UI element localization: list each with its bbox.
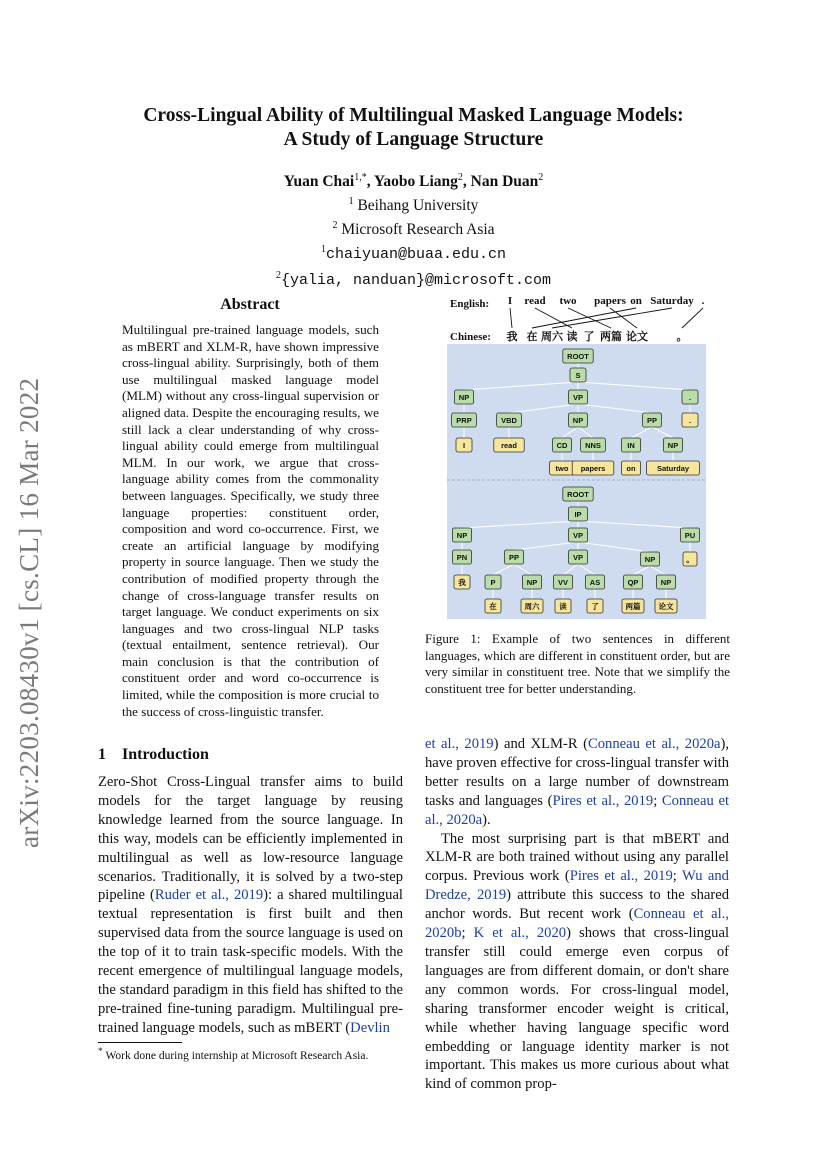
citation-link[interactable]: Ruder et al., 2019 bbox=[154, 887, 264, 904]
tree-node-label: papers bbox=[580, 463, 606, 473]
tree-node-label: PRP bbox=[456, 415, 472, 425]
paper-title bbox=[60, 104, 767, 152]
tree-node bbox=[454, 390, 473, 404]
tree-node bbox=[680, 528, 699, 542]
tree-node bbox=[485, 575, 501, 589]
tree-node-label: QP bbox=[627, 577, 639, 587]
alignment-line bbox=[552, 308, 672, 328]
intro-left-column bbox=[98, 773, 403, 1038]
tree-node-label: CD bbox=[556, 440, 568, 450]
author-3-sup: 2 bbox=[538, 172, 544, 183]
english-word: Saturday bbox=[650, 295, 694, 307]
affil-2-text: Microsoft Research Asia bbox=[337, 221, 495, 239]
figure-1 bbox=[440, 286, 730, 622]
tree-node-label: . bbox=[688, 392, 692, 402]
tree-node bbox=[452, 550, 471, 564]
english-word: two bbox=[559, 295, 577, 307]
tree-node-label: AS bbox=[589, 577, 601, 587]
email-2-text: {yalia, nanduan}@microsoft.com bbox=[280, 271, 552, 289]
tree-node-label: I bbox=[462, 440, 466, 450]
tree-node-label: 。 bbox=[686, 554, 694, 564]
tree-node-label: PP bbox=[646, 415, 658, 425]
english-word: read bbox=[524, 295, 546, 307]
abstract-text: Multilingual pre-trained language models, such as mBERT and XLM-R, have shown impressive cross-lingual ability. Surprisingly, both of them use multilingual masked language model (MLM) without any cross-lingual supervision or aligned data. Despite the encouraging results, we still lack a clear understanding of why cross-lingual ability could emerge from multilingual MLM. In our work, we argue that cross-language ability comes from the commonality between languages. Specifically, we study three language properties: constituent order, composition and word co-occurrence. First, we create an artificial language by modifying property in source language. Then we study the contribution of modified property through the change of cross-language transfer results on target language. We conduct experiments on six languages and two cross-lingual NLP tasks (textual entailment, sentence retrieval). Our main conclusion is that the contribution of constituent order and word co-occurrence is limited, while the composition is more crucial to the success of cross-linguistic transfer. bbox=[122, 322, 379, 719]
author-1-sup: 1,* bbox=[354, 172, 367, 183]
email-1-sup: 1 bbox=[320, 244, 326, 256]
tree-node-label: ROOT bbox=[567, 351, 589, 361]
tree-node-label: P bbox=[490, 577, 496, 587]
tree-node-label: NP bbox=[458, 392, 470, 402]
text-run: ) attribute this success to the shared anchor words. But recent work ( bbox=[425, 887, 729, 923]
citation-link[interactable]: Pires et al., 2019 bbox=[569, 868, 673, 885]
author-2: Yaobo Liang bbox=[373, 173, 458, 191]
tree-node bbox=[682, 390, 698, 404]
tree-node-label: 了 bbox=[591, 601, 599, 611]
alignment-line bbox=[532, 308, 636, 328]
citation-link[interactable]: Wu and Dredze, 2019 bbox=[425, 868, 729, 904]
author-block bbox=[60, 168, 767, 291]
chinese-word: 读 bbox=[566, 331, 578, 343]
tree-node bbox=[622, 599, 644, 613]
tree-node bbox=[452, 528, 471, 542]
title-line-2: A Study of Language Structure bbox=[283, 129, 544, 150]
tree-node bbox=[504, 550, 523, 564]
author-sep: , bbox=[366, 173, 374, 191]
tree-node bbox=[587, 599, 603, 613]
tree-node bbox=[682, 413, 698, 427]
tree-node bbox=[454, 575, 470, 589]
citation-link[interactable]: Conneau et al., 2020a bbox=[588, 736, 721, 752]
section-number: 1 bbox=[98, 746, 106, 763]
arxiv-sidebar-id: arXiv:2203.08430v1 [cs.CL] 16 Mar 2022 bbox=[14, 377, 44, 848]
tree-node-label: NP bbox=[456, 530, 468, 540]
intro-paragraph-1 bbox=[98, 773, 403, 1038]
tree-node-label: ROOT bbox=[567, 489, 589, 499]
tree-node-label: 在 bbox=[489, 601, 497, 611]
text-run: ; bbox=[461, 925, 474, 942]
text-run: ; bbox=[653, 792, 662, 809]
english-word: on bbox=[630, 295, 642, 307]
tree-node-label: VBD bbox=[501, 415, 517, 425]
footnote bbox=[98, 1045, 403, 1063]
tree-node-label: 两篇 bbox=[625, 601, 641, 611]
text-run: ; bbox=[672, 868, 682, 885]
tree-node-label: 读 bbox=[559, 601, 567, 611]
footnote-rule bbox=[98, 1042, 182, 1043]
tree-node-label: 论文 bbox=[658, 601, 674, 611]
tree-node bbox=[553, 575, 572, 589]
tree-node-label: NP bbox=[667, 440, 679, 450]
abstract-heading: Abstract bbox=[220, 296, 280, 313]
citation-link[interactable]: Conneau et al., 2020b bbox=[425, 906, 729, 942]
affiliation-2 bbox=[60, 216, 767, 240]
figure-caption: Figure 1: Example of two sentences in different languages, which are different in constituent order, but are very similar in constituent tree. Note that we simplify the constituent tree for better understanding. bbox=[425, 631, 730, 696]
alignment-line bbox=[568, 308, 611, 328]
tree-node bbox=[642, 413, 661, 427]
tree-node-label: two bbox=[555, 463, 569, 473]
tree-node bbox=[683, 552, 697, 566]
tree-node-label: NP bbox=[644, 554, 656, 564]
title-line-1: Cross-Lingual Ability of Multilingual Masked Language Models: bbox=[143, 105, 684, 126]
tree-node bbox=[568, 413, 587, 427]
footnote-text: Work done during internship at Microsoft Research Asia. bbox=[102, 1049, 369, 1062]
tree-node-label: VP bbox=[572, 552, 584, 562]
english-word: papers bbox=[594, 295, 626, 307]
alignment-line bbox=[535, 308, 572, 328]
tree-node bbox=[568, 390, 587, 404]
tree-node bbox=[568, 550, 587, 564]
tree-node bbox=[572, 461, 614, 475]
tree-node-label: . bbox=[688, 415, 692, 425]
intro-paragraph-2 bbox=[425, 830, 729, 1095]
tree-node bbox=[550, 461, 575, 475]
author-3: Nan Duan bbox=[470, 173, 539, 191]
tree-node bbox=[563, 349, 593, 363]
tree-node bbox=[494, 438, 524, 452]
citation-link[interactable]: Devlin bbox=[350, 1019, 390, 1036]
affil-1-sup: 1 bbox=[348, 196, 354, 208]
tree-node bbox=[640, 552, 659, 566]
citation-link[interactable]: Pires et al., 2019 bbox=[552, 792, 654, 809]
chinese-word: 周六 bbox=[541, 331, 563, 343]
intro-paragraph-1-cont bbox=[425, 735, 729, 830]
chinese-word: 。 bbox=[676, 331, 688, 343]
alignment-line bbox=[682, 308, 703, 328]
text-run: ). bbox=[482, 811, 491, 828]
chinese-label: Chinese: bbox=[450, 331, 491, 343]
tree-node-label: 我 bbox=[458, 577, 466, 587]
tree-node bbox=[521, 599, 543, 613]
tree-node bbox=[452, 413, 477, 427]
tree-node bbox=[623, 575, 642, 589]
email-2-sup: 2 bbox=[275, 269, 281, 281]
text-run: The most surprising part is that mBERT and XLM-R are both trained without using any parallel corpus. Previous work ( bbox=[425, 830, 729, 885]
tree-node bbox=[497, 413, 522, 427]
chinese-word: 两篇 bbox=[600, 331, 622, 343]
email-1 bbox=[60, 240, 767, 265]
email-1-text: chaiyuan@buaa.edu.cn bbox=[325, 246, 507, 264]
tree-node-label: IN bbox=[627, 440, 635, 450]
footnote-mark: * bbox=[98, 1046, 103, 1057]
tree-node bbox=[563, 487, 593, 501]
tree-node-label: read bbox=[501, 440, 517, 450]
citation-link[interactable]: K et al., 2020 bbox=[473, 925, 567, 942]
author-2-sup: 2 bbox=[457, 172, 463, 183]
tree-node bbox=[552, 438, 571, 452]
tree-node bbox=[522, 575, 541, 589]
tree-node-label: IP bbox=[574, 509, 582, 519]
tree-node bbox=[585, 575, 604, 589]
section-title: Introduction bbox=[122, 746, 209, 763]
alignment-line bbox=[510, 308, 512, 328]
tree-node bbox=[656, 575, 675, 589]
alignment-diagram bbox=[450, 295, 705, 343]
affil-2-sup: 2 bbox=[332, 220, 338, 232]
tree-node bbox=[663, 438, 682, 452]
author-names bbox=[60, 168, 767, 192]
text-run: ) shows that cross-lingual transfer still could emerge even corpus of languages are from different domain, or don't share any common words. For cross-lingual model, sharing transformer encoder weight is critical, while whether having language specific word embedding or language identity marker is not important. This makes us more curious about what kind of common prop- bbox=[425, 925, 729, 1093]
tree-node-label: NP bbox=[660, 577, 672, 587]
tree-node bbox=[647, 461, 700, 475]
author-sep: , bbox=[462, 173, 471, 191]
english-label: English: bbox=[450, 298, 490, 310]
tree-node bbox=[555, 599, 571, 613]
intro-right-column bbox=[425, 735, 729, 1094]
tree-node-label: VP bbox=[572, 392, 584, 402]
section-heading bbox=[98, 746, 209, 764]
tree-node-label: PN bbox=[456, 552, 468, 562]
english-word: I bbox=[507, 295, 513, 307]
tree-node-label: NP bbox=[572, 415, 584, 425]
tree-node bbox=[655, 599, 677, 613]
tree-node bbox=[485, 599, 501, 613]
tree-node-label: S bbox=[575, 370, 581, 380]
tree-node bbox=[568, 507, 587, 521]
tree-node-label: Saturday bbox=[656, 463, 690, 473]
citation-link[interactable]: et al., 2019 bbox=[425, 736, 494, 752]
tree-node-label: VP bbox=[572, 530, 584, 540]
affil-1-text: Beihang University bbox=[353, 197, 479, 215]
tree-node-label: PU bbox=[684, 530, 696, 540]
tree-node-label: NP bbox=[526, 577, 538, 587]
tree-node bbox=[570, 368, 586, 382]
author-1: Yuan Chai bbox=[283, 173, 355, 191]
tree-node-label: NNS bbox=[585, 440, 601, 450]
chinese-word: 在 bbox=[526, 331, 538, 343]
tree-node bbox=[621, 438, 640, 452]
tree-node bbox=[581, 438, 606, 452]
english-word: . bbox=[701, 295, 705, 307]
text-run: ): a shared multilingual textual representation is first built and then supervised data from the source language is used on the top of it to train task-specific models. With the recent emergence of multilingual language models, the standard paradigm in this field has shifted to the pre-trained fine-tuning paradigm. Multilingual pre-trained language models, such as mBERT ( bbox=[98, 887, 403, 1036]
tree-node bbox=[568, 528, 587, 542]
tree-node-label: VV bbox=[557, 577, 569, 587]
affiliation-1 bbox=[60, 192, 767, 216]
chinese-word: 我 bbox=[506, 331, 518, 343]
chinese-word: 了 bbox=[583, 331, 595, 343]
text-run: ) and XLM-R ( bbox=[493, 736, 588, 752]
tree-node-label: on bbox=[626, 463, 636, 473]
chinese-word: 论文 bbox=[626, 331, 648, 343]
citation-link[interactable]: Conneau et al., 2020a bbox=[425, 792, 729, 828]
tree-node bbox=[621, 461, 640, 475]
text-run: ), have proven effective for cross-lingual transfer with better results on a large number of downstream tasks and languages ( bbox=[425, 736, 729, 809]
tree-node-label: 周六 bbox=[524, 601, 540, 611]
tree-node bbox=[456, 438, 472, 452]
text-run: Zero-Shot Cross-Lingual transfer aims to build models for the target language by reusing knowledge learned from the source language. In this way, models can be efficiently implemented in multilingual as well as low-resource language scenarios. Traditionally, it is solved by a two-step pipeline ( bbox=[98, 774, 403, 904]
tree-node-label: PP bbox=[508, 552, 520, 562]
